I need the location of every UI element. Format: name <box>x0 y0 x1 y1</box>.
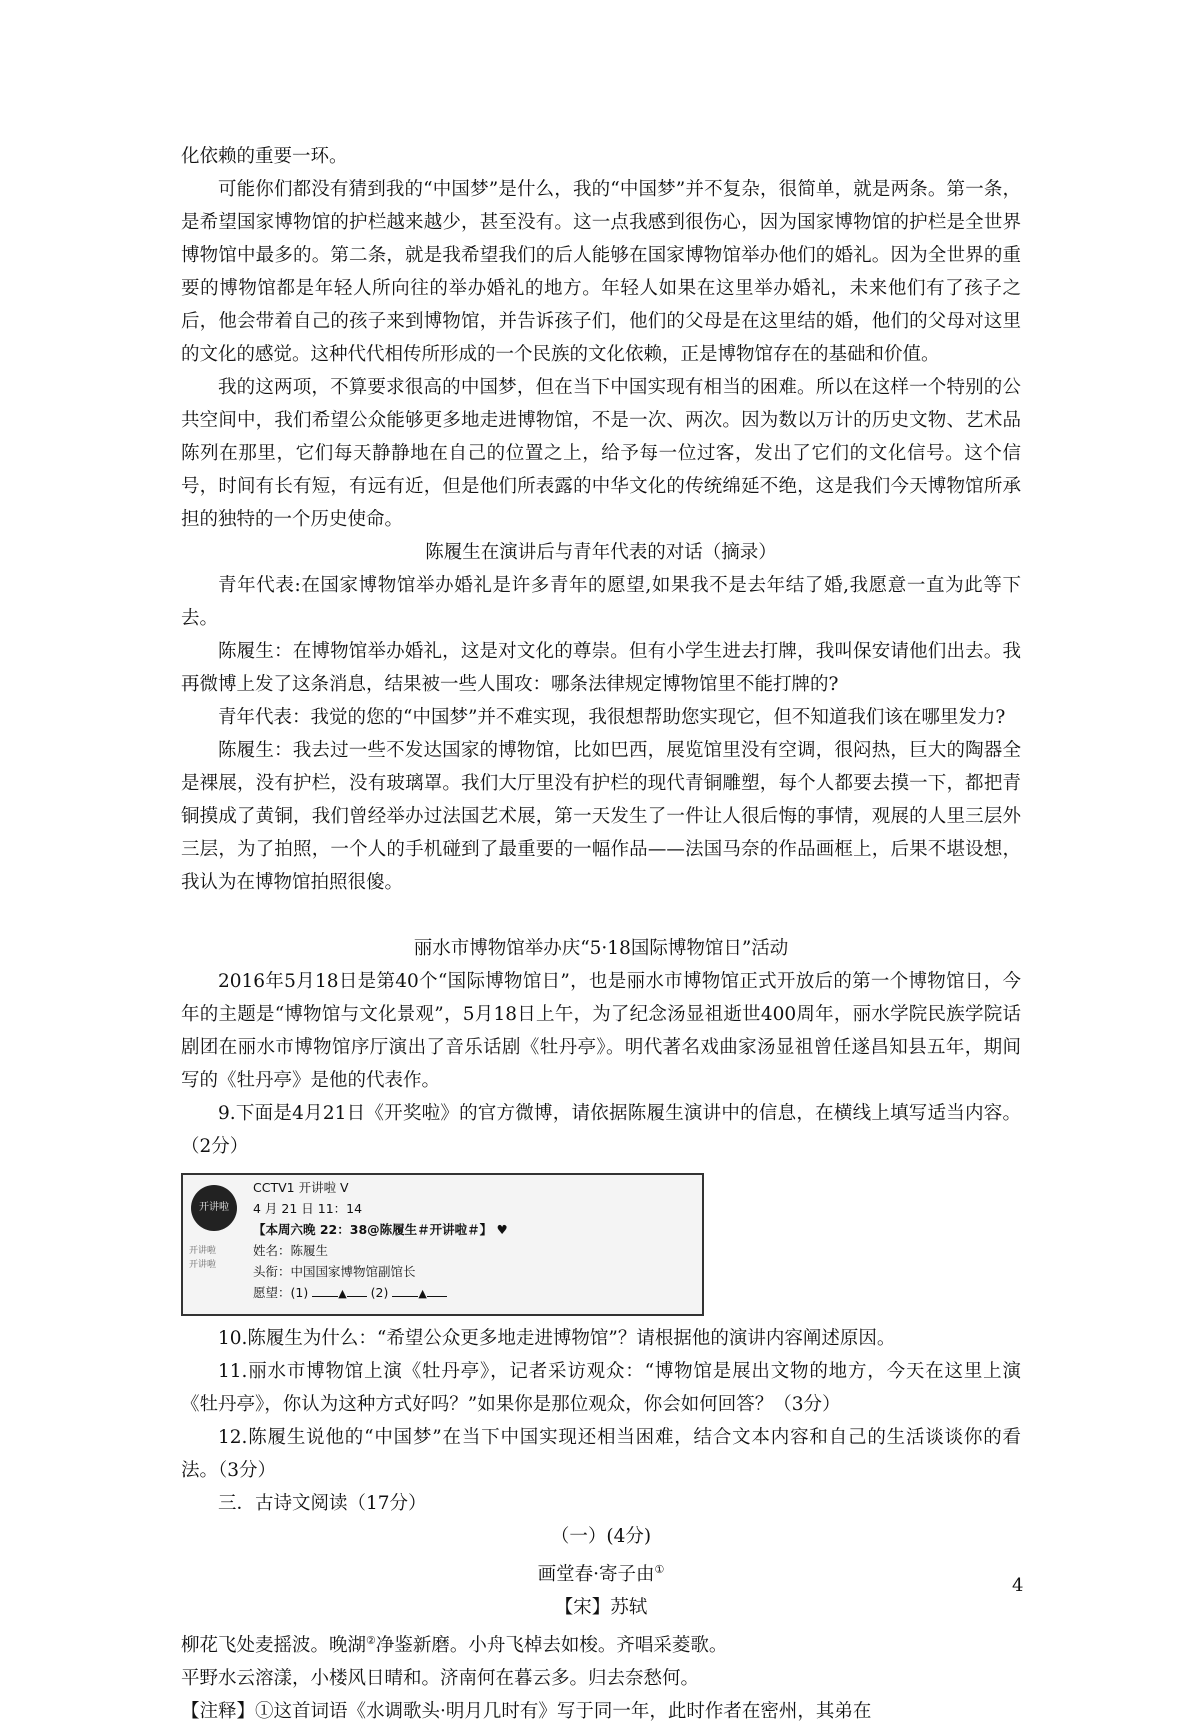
poem-title-text: 画堂春·寄子由 <box>537 1564 655 1586</box>
weibo-screenshot <box>181 1173 704 1316</box>
dialogue-line: 青年代表:在国家博物馆举办婚礼是许多青年的愿望,如果我不是去年结了婚,我愿意一直为此等下去。 <box>181 575 1021 629</box>
news-body: 2016年5月18日是第40个“国际博物馆日”，也是丽水市博物馆正式开放后的第一个博物馆日，今年的主题是“博物馆与文化景观”，5月18日上午，为了纪念汤显祖逝世400周年，丽水学院民族学院话剧团在丽水市博物馆序厅演出了音乐话剧《牡丹亭》。明代著名戏曲家汤显祖曾任遂昌知县五年，期间写的《牡丹亭》是他的代表作。 <box>181 971 1021 1091</box>
poem-line-text: 柳花飞处麦摇波。晚湖 <box>181 1635 367 1657</box>
dialogue-line: 陈履生：在博物馆举办婚礼，这是对文化的尊崇。但有小学生进去打牌，我叫保安请他们出去。我再微博上发了这条消息，结果被一些人围攻：哪条法律规定博物馆里不能打牌的? <box>181 641 1021 695</box>
weibo-side-text: 开讲啦 <box>189 1260 217 1270</box>
poem-line-text: 净鉴新磨。小舟飞棹去如梭。齐唱采菱歌。 <box>375 1635 728 1657</box>
poem-note: 【注释】①这首词语《水调歌头·明月几时有》写于同一年，此时作者在密州，其弟在 <box>181 1701 872 1723</box>
footnote-marker: ② <box>366 1634 376 1648</box>
dialogue-line: 青年代表：我觉的您的“中国梦”并不难实现，我很想帮助您实现它，但不知道我们该在哪里发力? <box>218 707 1006 728</box>
spacer <box>181 899 1021 932</box>
news-title: 丽水市博物馆举办庆“5·18国际博物馆日”活动 <box>413 938 789 959</box>
poem-line: 平野水云溶漾，小楼风日晴和。济南何在暮云多。归去奈愁何。 <box>181 1668 700 1690</box>
footnote-marker: ① <box>654 1563 665 1576</box>
weibo-account: CCTV1 开讲啦 V <box>253 1180 349 1195</box>
poem-author: 【宋】苏轼 <box>554 1597 648 1619</box>
weibo-name: 姓名：陈履生 <box>253 1243 329 1258</box>
wish-2-label: (2) <box>370 1285 389 1300</box>
wish-label: 愿望：(1) <box>253 1285 309 1300</box>
question-12: 12.陈履生说他的“中国梦”在当下中国实现还相当困难，结合文本内容和自己的生活谈谈你的看法。（3分） <box>181 1427 1021 1481</box>
poem-part: （一）(4分) <box>550 1526 652 1547</box>
question-9: 9.下面是4月21日《开奖啦》的官方微博，请依据陈履生演讲中的信息，在横线上填写适当内容。（2分） <box>181 1103 1021 1157</box>
weibo-avatar: 开讲啦 <box>191 1185 237 1231</box>
weibo-headline <box>253 1219 508 1240</box>
triangle-icon: ▲ <box>338 1287 347 1300</box>
weibo-title: 头衔：中国国家博物馆副馆长 <box>253 1264 416 1279</box>
dialogue-title: 陈履生在演讲后与青年代表的对话（摘录） <box>425 542 777 563</box>
document-content <box>181 140 1024 1728</box>
question-10: 10.陈履生为什么：“希望公众更多地走进博物馆”？请根据他的演讲内容阐述原因。 <box>218 1328 896 1349</box>
weibo-side-text: 开讲啦 <box>189 1246 217 1256</box>
weibo-headline-text: 【本周六晚 22：38@陈履生＃开讲啦＃】 <box>253 1222 493 1237</box>
paragraph: 我的这两项，不算要求很高的中国梦，但在当下中国实现有相当的困难。所以在这样一个特别的公共空间中，我们希望公众能够更多地走进博物馆，不是一次、两次。因为数以万计的历史文物、艺术品陈列在那里，它们每天静静地在自己的位置之上，给予每一位过客，发出了它们的文化信号。这个信号，时间有长有短，有远有近，但是他们所表露的中华文化的传统绵延不绝，这是我们今天博物馆所承担的独特的一个历史使命。 <box>181 377 1021 530</box>
section-heading: 三．古诗文阅读（17分） <box>218 1493 427 1514</box>
weibo-text <box>253 1177 508 1304</box>
dialogue-line: 陈履生：我去过一些不发达国家的博物馆，比如巴西，展览馆里没有空调，很闷热，巨大的陶器全是裸展，没有护栏，没有玻璃罩。我们大厅里没有护栏的现代青铜雕塑，每个人都要去摸一下，都把青铜摸成了黄铜，我们曾经举办过法国艺术展，第一天发生了一件让人很后悔的事情，观展的人里三层外三层，为了拍照，一个人的手机碰到了最重要的一幅作品——法国马奈的作品画框上，后果不堪设想，我认为在博物馆拍照很傻。 <box>181 740 1021 893</box>
weibo-wish <box>253 1282 508 1304</box>
poem-line <box>181 1624 1021 1662</box>
question-11: 11.丽水市博物馆上演《牡丹亭》，记者采访观众：“博物馆是展出文物的地方，今天在这里上演《牡丹亭》，你认为这种方式好吗？”如果你是那位观众，你会如何回答？（3分） <box>181 1361 1021 1415</box>
heart-icon: ♥ <box>496 1222 508 1237</box>
paragraph: 化依赖的重要一环。 <box>181 146 348 167</box>
poem-title <box>181 1553 1021 1591</box>
page-number: 4 <box>1012 1575 1024 1596</box>
triangle-icon: ▲ <box>418 1287 427 1300</box>
paragraph: 可能你们都没有猜到我的“中国梦”是什么，我的“中国梦”并不复杂，很简单，就是两条。第一条，是希望国家博物馆的护栏越来越少，甚至没有。这一点我感到很伤心，因为国家博物馆的护栏是全世界博物馆中最多的。第二条，就是我希望我们的后人能够在国家博物馆举办他们的婚礼。因为全世界的重要的博物馆都是年轻人所向往的举办婚礼的地方。年轻人如果在这里举办婚礼，未来他们有了孩子之后，他会带着自己的孩子来到博物馆，并告诉孩子们，他们的父母是在这里结的婚，他们的父母对这里的文化的感觉。这种代代相传所形成的一个民族的文化依赖，正是博物馆存在的基础和价值。 <box>181 179 1021 365</box>
weibo-time: 4 月 21 日 11：14 <box>253 1201 363 1216</box>
